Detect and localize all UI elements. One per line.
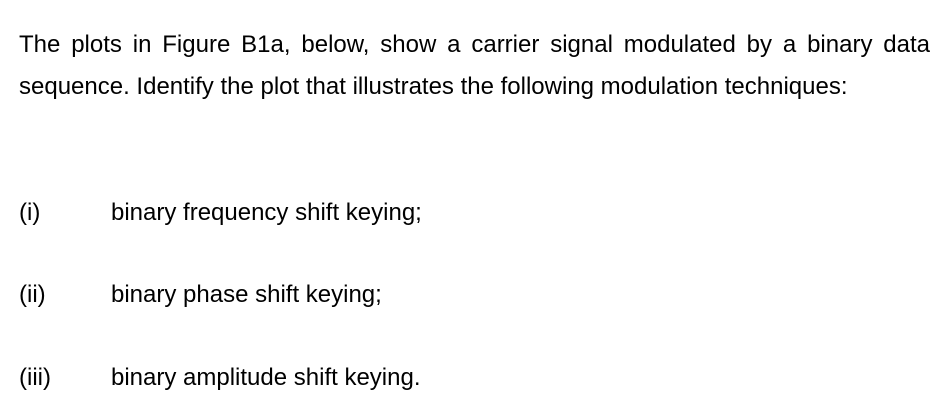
item-number: (i) bbox=[19, 199, 41, 226]
list-item bbox=[19, 363, 421, 393]
item-number: (iii) bbox=[19, 364, 51, 391]
item-text: binary frequency shift keying; bbox=[111, 199, 422, 226]
item-text: binary amplitude shift keying. bbox=[111, 364, 421, 391]
list-item bbox=[19, 280, 382, 310]
list-item bbox=[19, 198, 422, 228]
item-number: (ii) bbox=[19, 281, 46, 308]
question-text: The plots in Figure B1a, below, show a carrier signal modulated by a binary data sequence. Identify the plot that illustrates the following modulation techniques: bbox=[19, 31, 930, 100]
item-text: binary phase shift keying; bbox=[111, 281, 382, 308]
